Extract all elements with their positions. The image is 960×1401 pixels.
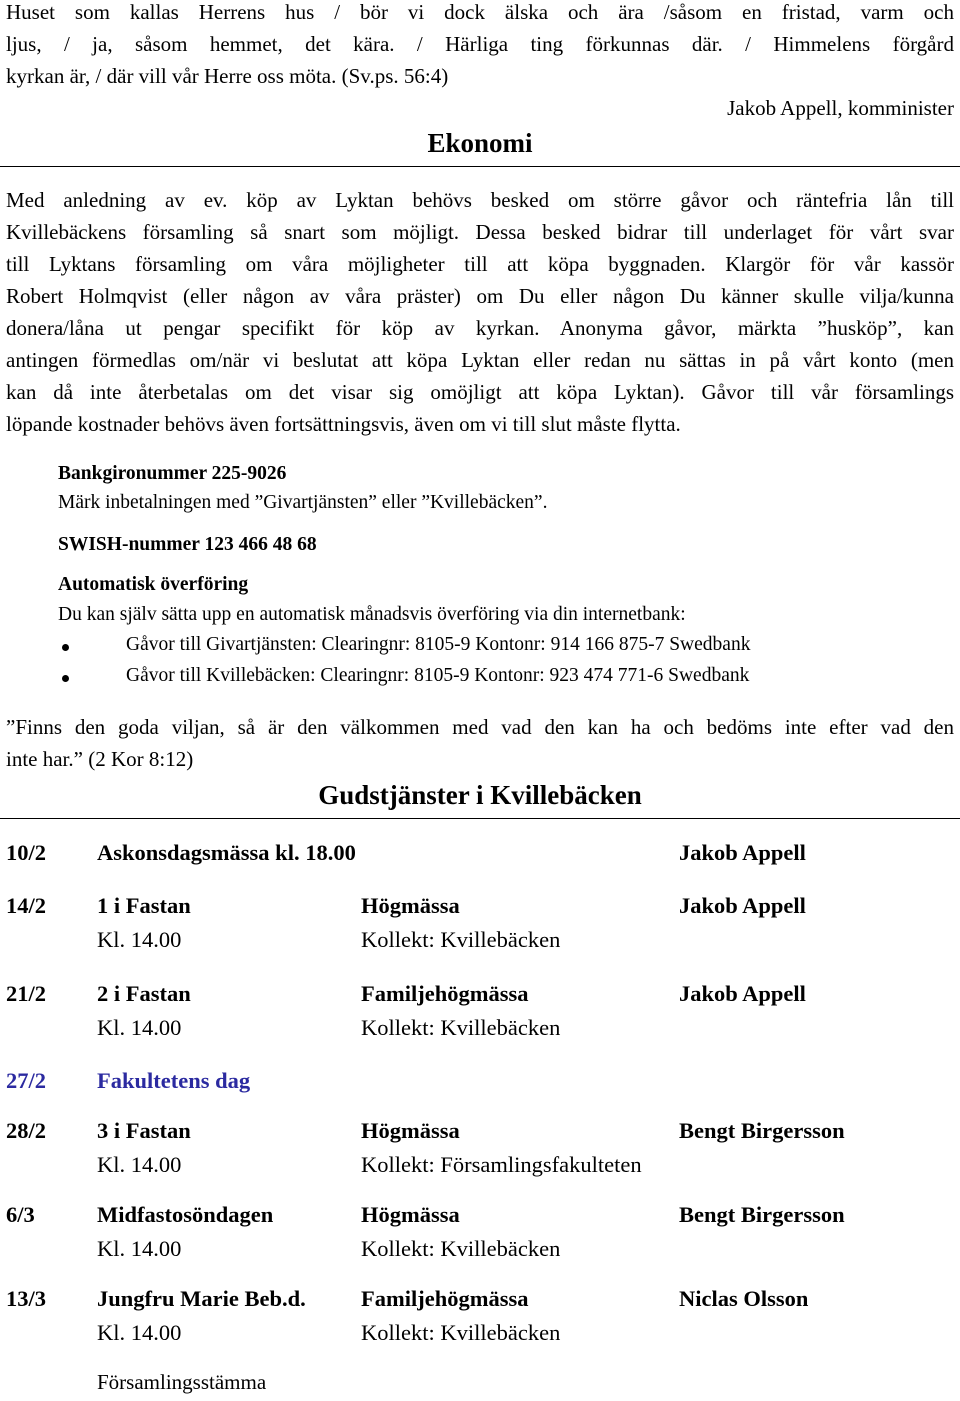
service-collect: Kollekt: Kvillebäcken bbox=[361, 1320, 561, 1345]
service-collect: Kollekt: Församlingsfakulteten bbox=[361, 1152, 642, 1177]
intro-line: kyrkan är, / där vill vår Herre oss möta. (Sv.ps. 56:4) bbox=[6, 64, 449, 88]
divider bbox=[0, 818, 960, 819]
auto-transfer-heading: Automatisk överföring bbox=[58, 574, 249, 595]
service-type: Högmässa bbox=[361, 1118, 460, 1143]
service-collect: Kollekt: Kvillebäcken bbox=[361, 927, 561, 952]
service-date: 21/2 bbox=[6, 981, 47, 1006]
intro-line: Huset som kallas Herrens hus / bör vi dock älska och ära /såsom en fristad, varm och bbox=[6, 0, 954, 24]
swish-number: SWISH-nummer 123 466 48 68 bbox=[58, 534, 317, 555]
service-leader: Niclas Olsson bbox=[679, 1286, 809, 1311]
service-name: 2 i Fastan bbox=[97, 981, 191, 1006]
service-date: 14/2 bbox=[6, 893, 47, 918]
service-leader: Jakob Appell bbox=[679, 893, 806, 918]
service-date: 28/2 bbox=[6, 1118, 47, 1143]
quote-line: inte har.” (2 Kor 8:12) bbox=[6, 747, 194, 771]
service-type: Högmässa bbox=[361, 893, 460, 918]
bankgiro-note: Märk inbetalningen med ”Givartjänsten” eller ”Kvillebäcken”. bbox=[58, 492, 548, 513]
service-date: 6/3 bbox=[6, 1202, 35, 1227]
service-date: 27/2 bbox=[6, 1068, 47, 1093]
section-heading-services: Gudstjänster i Kvillebäcken bbox=[318, 780, 642, 810]
paragraph-line: donera/låna ut pengar specifikt för köp av kyrkan. Anonyma gåvor, märkta ”husköp”, kan bbox=[6, 316, 954, 340]
paragraph-line: kan då inte återbetalas om det visar sig omöjligt att köpa Lyktan). Gåvor till vår församlings bbox=[6, 380, 954, 404]
paragraph-line: Robert Holmqvist (eller någon av våra präster) om Du eller någon Du känner skulle vilja/kunna bbox=[6, 284, 954, 308]
service-type: Högmässa bbox=[361, 1202, 460, 1227]
service-collect: Kollekt: Kvillebäcken bbox=[361, 1015, 561, 1040]
service-collect: Kollekt: Kvillebäcken bbox=[361, 1236, 561, 1261]
service-name: Fakultetens dag bbox=[97, 1068, 251, 1093]
bullet-icon bbox=[62, 675, 69, 682]
service-name: Midfastosöndagen bbox=[97, 1202, 274, 1227]
service-type: Familjehögmässa bbox=[361, 981, 529, 1006]
service-date: 13/3 bbox=[6, 1286, 47, 1311]
service-leader: Bengt Birgersson bbox=[679, 1202, 845, 1227]
service-note: Församlingsstämma bbox=[97, 1370, 267, 1394]
bullet-icon bbox=[62, 644, 69, 651]
service-name: 1 i Fastan bbox=[97, 893, 191, 918]
service-name: 3 i Fastan bbox=[97, 1118, 191, 1143]
bullet-item: Gåvor till Kvillebäcken: Clearingnr: 8105-9 Kontonr: 923 474 771-6 Swedbank bbox=[126, 665, 750, 686]
service-date: 10/2 bbox=[6, 840, 47, 865]
paragraph-line: Med anledning av ev. köp av Lyktan behövs besked om större gåvor och räntefria lån till bbox=[6, 188, 954, 212]
service-time: Kl. 14.00 bbox=[97, 927, 182, 952]
paragraph-line: Kvillebäckens församling så snart som möjligt. Dessa besked bidrar till underlaget för vårt svar bbox=[6, 220, 954, 244]
service-type: Familjehögmässa bbox=[361, 1286, 529, 1311]
bankgiro-number: Bankgironummer 225-9026 bbox=[58, 463, 287, 484]
service-time: Kl. 14.00 bbox=[97, 1152, 182, 1177]
section-heading-ekonomi: Ekonomi bbox=[427, 128, 533, 158]
service-leader: Jakob Appell bbox=[679, 840, 806, 865]
service-time: Kl. 14.00 bbox=[97, 1320, 182, 1345]
service-name: Askonsdagsmässa kl. 18.00 bbox=[97, 840, 356, 865]
paragraph-line: löpande kostnader behövs även fortsättningsvis, även om vi till slut måste flytta. bbox=[6, 412, 681, 436]
bullet-item: Gåvor till Givartjänsten: Clearingnr: 8105-9 Kontonr: 914 166 875-7 Swedbank bbox=[126, 634, 751, 655]
signature: Jakob Appell, komminister bbox=[727, 96, 954, 120]
paragraph-line: antingen förmedlas om/när vi beslutat att köpa Lyktan eller redan nu sättas in på vårt konto (men bbox=[6, 348, 954, 372]
divider bbox=[0, 166, 960, 167]
intro-line: ljus, / ja, såsom hemmet, det kära. / Härliga ting förkunnas där. / Himmelens förgård bbox=[6, 32, 954, 56]
paragraph-line: till Lyktans församling om våra möjligheter till att köpa byggnaden. Klargör för vår kassör bbox=[6, 252, 954, 276]
auto-transfer-text: Du kan själv sätta upp en automatisk månadsvis överföring via din internetbank: bbox=[58, 604, 686, 625]
service-leader: Jakob Appell bbox=[679, 981, 806, 1006]
service-time: Kl. 14.00 bbox=[97, 1015, 182, 1040]
service-time: Kl. 14.00 bbox=[97, 1236, 182, 1261]
quote-line: ”Finns den goda viljan, så är den välkommen med vad den kan ha och bedöms inte efter vad den bbox=[6, 715, 954, 739]
service-name: Jungfru Marie Beb.d. bbox=[97, 1286, 306, 1311]
service-leader: Bengt Birgersson bbox=[679, 1118, 845, 1143]
